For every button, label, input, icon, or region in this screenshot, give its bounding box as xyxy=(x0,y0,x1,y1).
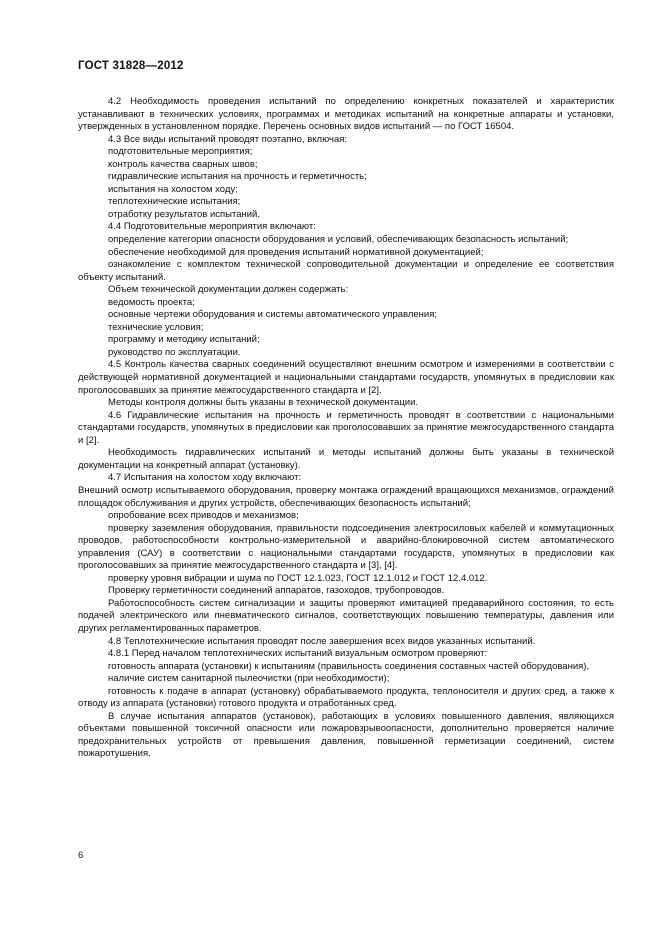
paragraph: Проверку герметичности соединений аппаратов, газоходов, трубопроводов. xyxy=(108,585,445,597)
paragraph: основные чертежи оборудования и системы автоматического управления; xyxy=(108,309,437,321)
paragraph: контроль качества сварных швов; xyxy=(108,158,258,170)
paragraph: 4.8.1 Перед началом теплотехнических испытаний визуальным осмотром проверяют: xyxy=(108,648,488,660)
paragraph: 4.7 Испытания на холостом ходу включают: xyxy=(108,472,302,484)
paragraph: проверку уровня вибрации и шума по ГОСТ 12.1.023, ГОСТ 12.1.012 и ГОСТ 12.4.012. xyxy=(108,572,488,584)
paragraph: готовность к подаче в аппарат (установку) обрабатываемого продукта, теплоносителя и других сред, а также к отводу из аппарата (установки) готового продукта и отработанных сред. xyxy=(78,685,614,710)
paragraph: отработку результатов испытаний. xyxy=(108,208,260,220)
paragraph: ознакомление с комплектом технической сопроводительной документации и определение ее соответствия объекту испытаний. xyxy=(78,259,614,283)
paragraph: 4.5 Контроль качества сварных соединений осуществляют внешним осмотром и измерениями в соответствии с действующей нормативной документацией и национальными стандартами государств, упомянутых в предисловии как проголосовавших за принятие межгосударственного стандарта и [2]. xyxy=(78,359,614,396)
paragraph: гидравлические испытания на прочность и герметичность; xyxy=(108,171,367,183)
paragraph: подготовительные мероприятия; xyxy=(108,146,253,158)
paragraph: обеспечение необходимой для проведения испытаний нормативной документацией; xyxy=(108,246,484,258)
paragraph: опробование всех приводов и механизмов; xyxy=(108,510,299,522)
paragraph: Внешний осмотр испытываемого оборудования, проверку монтажа ограждений вращающихся механизмов, ограждений площадок обслуживания и других устройств, обеспечивающих безопасность испытаний; xyxy=(78,484,614,509)
paragraph: 4.6 Гидравлические испытания на прочность и герметичность проводят в соответствии с национальными стандартами государств, упомянутых в предисловии как проголосовавших за принятие межгосударственного стандарта и [2]. xyxy=(78,409,614,446)
paragraph: Работоспособность систем сигнализации и защиты проверяют имитацией предаварийного состояния, то есть подачей электрического или пневматического сигналов, соответствующих повышению температуры, давления или других регламентированных параметров. xyxy=(78,597,614,634)
paragraph: Методы контроля должны быть указаны в технической документации. xyxy=(108,397,419,409)
paragraph: программу и методику испытаний; xyxy=(108,334,260,346)
paragraph: проверку заземления оборудования, правильности подсоединения электросиловых кабелей и коммутационных проводов, работоспособности контрольно-измерительной и аварийно-блокировочной систем автоматического управления (САУ) в соответствии с национальными стандартами государств, упомянутых в предисловии как проголосовавших за принятие межгосударственного стандарта и [3], [4]. xyxy=(78,522,614,572)
paragraph: В случае испытания аппаратов (установок), работающих в условиях повышенного давления, являющихся объектами повышенной токсичной опасности или пожаровзрывоопасности, дополнительно проверяется наличие предохранительных устройств от превышения давления, повышенной герметизации соединений, систем пожаротушения. xyxy=(78,710,614,760)
paragraph: 4.8 Теплотехнические испытания проводят после завершения всех видов указанных испытаний. xyxy=(108,635,536,647)
body-text xyxy=(78,96,614,761)
paragraph: Необходимость гидравлических испытаний и методы испытаний должны быть указаны в технической документации на конкретный аппарат (установку). xyxy=(78,447,614,471)
paragraph: ведомость проекта; xyxy=(108,296,195,308)
paragraph: Объем технической документации должен содержать: xyxy=(108,284,349,296)
paragraph: теплотехнические испытания; xyxy=(108,196,241,208)
paragraph: испытания на холостом ходу; xyxy=(108,183,238,195)
page-header-title: ГОСТ 31828—2012 xyxy=(78,60,184,72)
paragraph: готовность аппарата (установки) к испытаниям (правильность соединения составных частей оборудования), xyxy=(108,660,590,672)
paragraph: 4.3 Все виды испытаний проводят поэтапно, включая: xyxy=(108,133,348,145)
paragraph: технические условия; xyxy=(108,321,204,333)
paragraph: 4.2 Необходимость проведения испытаний по определению конкретных показателей и характеристик устанавливают в технических условиях, программах и методиках испытаний на конкретные аппараты и установки, утвержденных в установленном порядке. Перечень основных видов испытаний — по ГОСТ 16504. xyxy=(78,96,614,133)
paragraph: определение категории опасности оборудования и условий, обеспечивающих безопасность испытаний; xyxy=(108,234,569,246)
paragraph: наличие систем санитарной пылеочистки (при необходимости); xyxy=(108,673,390,685)
paragraph: 4.4 Подготовительные мероприятия включают: xyxy=(108,221,316,233)
page-number: 6 xyxy=(78,850,84,861)
paragraph: руководство по эксплуатации. xyxy=(108,346,241,358)
